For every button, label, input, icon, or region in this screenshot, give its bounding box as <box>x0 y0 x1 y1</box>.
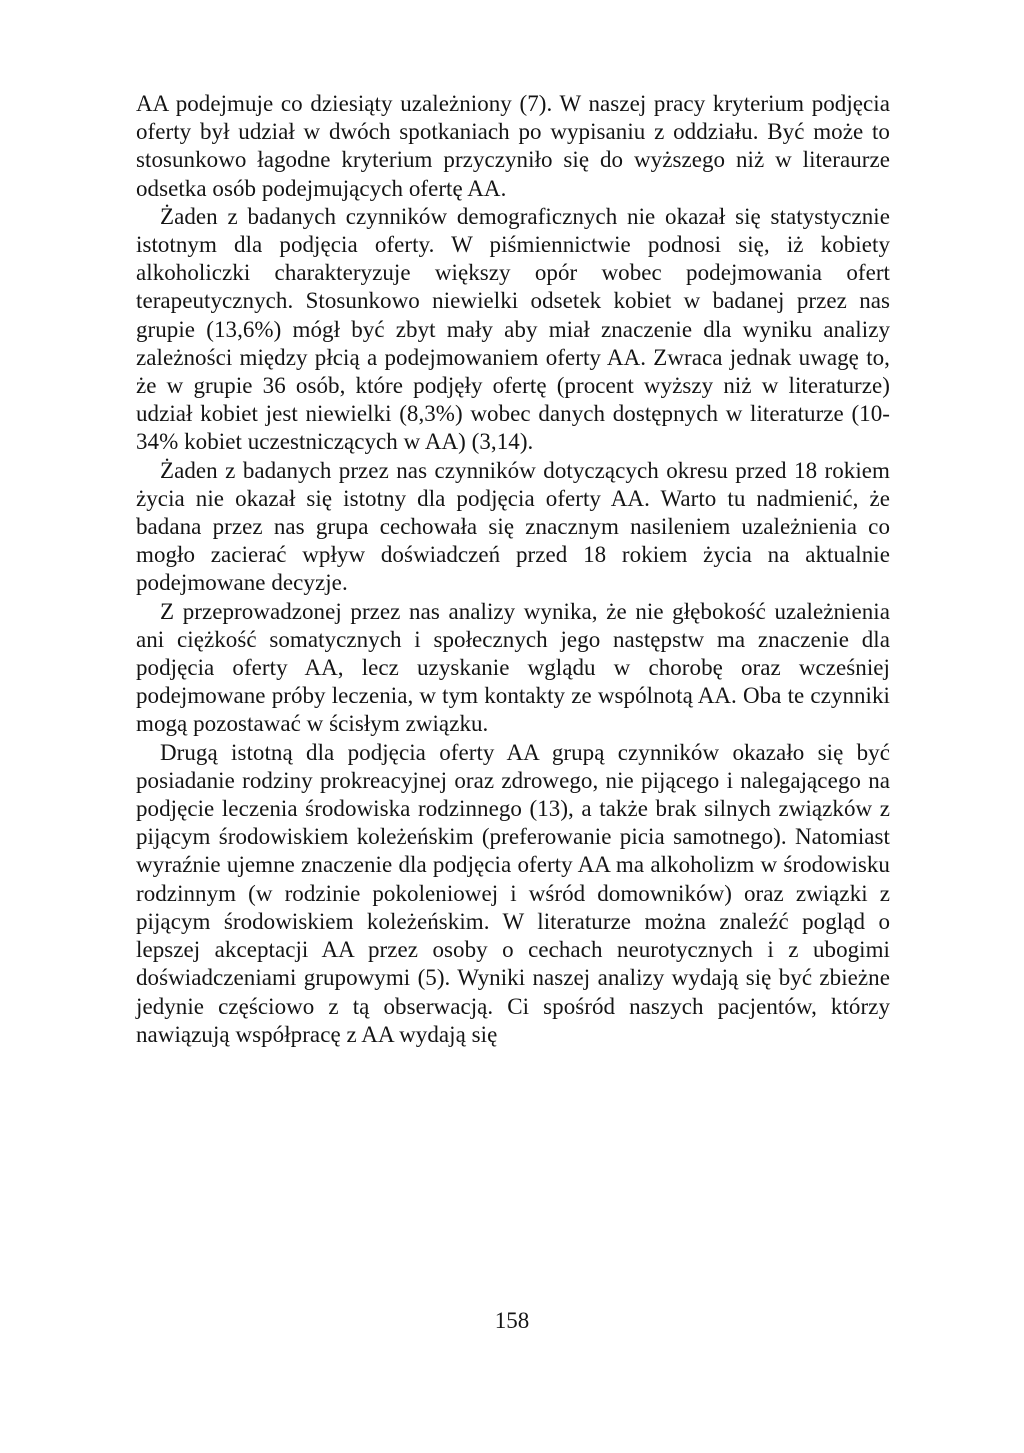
body-text <box>136 90 890 1049</box>
paragraph-1: AA podejmuje co dziesiąty uzależniony (7). W naszej pracy kryterium podjęcia oferty był udział w dwóch spotkaniach po wypisaniu z oddziału. Być może to stosunkowo łagodne kryterium przyczyniło się do wyższego niż w literaurze odsetka osób podejmujących ofertę AA. <box>136 91 890 201</box>
paragraph-3: Żaden z badanych przez nas czynników dotyczących okresu przed 18 rokiem życia nie okazał się istotny dla podjęcia oferty AA. Warto tu nadmienić, że badana przez nas grupa cechowała się znacznym nasileniem uzależnienia co mogło zacierać wpływ doświadczeń przed 18 rokiem życia na aktualnie podejmowane decyzje. <box>136 457 890 596</box>
paragraph-4: Z przeprowadzonej przez nas analizy wynika, że nie głębokość uzależnienia ani ciężkość somatycznych i społecznych jego następstw ma znaczenie dla podjęcia oferty AA, lecz uzyskanie wglądu w chorobę oraz wcześniej podejmowane próby leczenia, w tym kontakty ze wspólnotą AA. Oba te czynniki mogą pozostawać w ścisłym związku. <box>136 598 890 737</box>
page-number: 158 <box>494 1308 530 1333</box>
paragraph-2: Żaden z badanych czynników demograficznych nie okazał się statystycznie istotnym dla podjęcia oferty. W piśmiennictwie podnosi się, iż kobiety alkoholiczki charakteryzuje większy opór wobec podejmowania ofert terapeutycznych. Stosunkowo niewielki odsetek kobiet w badanej przez nas grupie (13,6%) mógł być zbyt mały aby miał znaczenie dla wyniku analizy zależności między płcią a podejmowaniem oferty AA. Zwraca jednak uwagę to, że w grupie 36 osób, które podjęły ofertę (procent wyższy niż w literaturze) udział kobiet jest niewielki (8,3%) wobec danych dostępnych w literaturze (10-34% kobiet uczestniczących w AA) (3,14). <box>136 203 890 455</box>
paragraph-5: Drugą istotną dla podjęcia oferty AA grupą czynników okazało się być posiadanie rodziny prokreacyjnej oraz zdrowego, nie pijącego i nalegającego na podjęcie leczenia środowiska rodzinnego (13), a także brak silnych związków z pijącym środowiskiem koleżeńskim (preferowanie picia samotnego). Natomiast wyraźnie ujemne znaczenie dla podjęcia oferty AA ma alkoholizm w środowisku rodzinnym (w rodzinie pokoleniowej i wśród domowników) oraz związki z pijącym środowiskiem koleżeńskim. W literaturze można znaleźć pogląd o lepszej akceptacji AA przez osoby o cechach neurotycznych i z ubogimi doświadczeniami grupowymi (5). Wyniki naszej analizy wydają się być zbieżne jedynie częściowo z tą obserwacją. Ci spośród naszych pacjentów, którzy nawiązują współpracę z AA wydają się <box>136 739 890 1047</box>
